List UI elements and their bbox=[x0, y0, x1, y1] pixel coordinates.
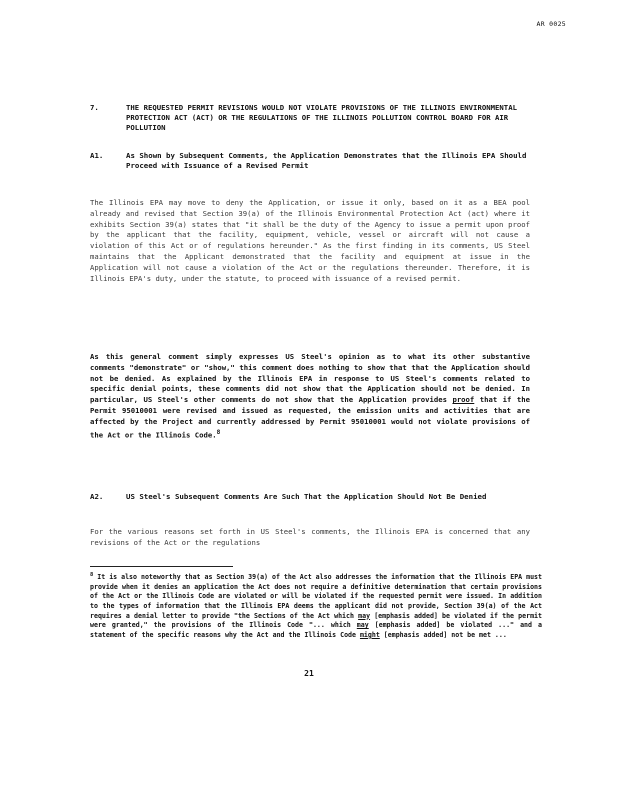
paragraph-2-text-b: that if the Permit 95010001 were revised and issued as requested, the emission units and activities that are affected by the Project and currently addressed by Permit 95010001 would not violate provisions of the Act or the Illinois Code. bbox=[90, 395, 530, 439]
footnote-emphasis-1: may bbox=[358, 611, 371, 620]
footnote-marker: 8 bbox=[90, 572, 94, 578]
footnote-emphasis-2: may bbox=[356, 621, 369, 630]
subsection-a1-number: A1. bbox=[90, 151, 104, 160]
subsection-a1-title: As Shown by Subsequent Comments, the Application Demonstrates that the Illinois EPA Should Proceed with Issuance of a Revised Permit bbox=[126, 151, 527, 171]
footnote-text-2: [emphasis added] be violated if the permit were granted," the provisions of the Illinois Code "... which bbox=[90, 611, 542, 630]
footnote-text-1: It is also noteworthy that as Section 39(a) of the Act also addresses the information that the Illinois EPA must provide when it denies an application the Act does not require a definitive determination that certain provisions of the Act or the Illinois Code are violated or will be violated if the requested permit were issued. In addition to the types of information that the Illinois EPA deems the applicant did not provide, Section 39(a) of the Act requires a denial letter to provide "the Sections of the Act which bbox=[90, 573, 542, 620]
paragraph-2 bbox=[90, 352, 530, 441]
paragraph-3: For the various reasons set forth in US Steel's comments, the Illinois EPA is concerned that any revisions of the Act or the regulations bbox=[90, 527, 530, 547]
paragraph-1: The Illinois EPA may move to deny the Application, or issue it only, based on it as a BEA pool already and revised that Section 39(a) of the Illinois Environmental Protection Act (act) where it exhibits Section 39(a) states that "it shall be the duty of the Agency to issue a permit upon proof by the applicant that the facility, equipment, vehicle, vessel or aircraft will not cause a violation of this Act or of regulations hereunder." As the first finding in its comments, US Steel maintains that the Applicant demonstrated that the facility and equipment at issue in the Application will not cause a violation of the Act or the regulations thereunder. Therefore, it is Illinois EPA's duty, under the statute, to proceed with issuance of a revised permit. bbox=[90, 198, 530, 283]
paragraph-2-emphasis: proof bbox=[452, 395, 475, 405]
footnote-emphasis-3: might bbox=[359, 630, 380, 639]
footnote-text-3: [emphasis added] be violated ..." and a statement of the specific reasons why the Act and the Illinois Code bbox=[90, 621, 542, 639]
footnote-divider bbox=[90, 566, 233, 567]
section-number: 7. bbox=[90, 103, 99, 112]
footnote-reference: 8 bbox=[216, 428, 221, 436]
page-number: 21 bbox=[304, 669, 314, 678]
footnote bbox=[90, 571, 542, 640]
document-code: AR 0025 bbox=[536, 20, 566, 28]
section-title: THE REQUESTED PERMIT REVISIONS WOULD NOT VIOLATE PROVISIONS OF THE ILLINOIS ENVIRONMENTAL PROTECTION ACT (ACT) OR THE REGULATIONS OF THE ILLINOIS POLLUTION CONTROL BOARD FOR AIR POLLUTION bbox=[126, 103, 517, 132]
subsection-a2-number: A2. bbox=[90, 492, 104, 501]
paragraph-2-text-a: As this general comment simply expresses US Steel's opinion as to what its other substantive comments "demonstrate" or "show," this comment does nothing to show that that the Application should not be denied. As explained by the Illinois EPA in response to US Steel's comments related to specific denial points, these comments did not show that the Application should not be denied. In particular, US Steel's other comments do not show that the Application provides bbox=[90, 352, 530, 405]
subsection-a2-title: US Steel's Subsequent Comments Are Such That the Application Should Not Be Denied bbox=[126, 492, 487, 501]
footnote-text-4: [emphasis added] not be met ... bbox=[379, 630, 507, 639]
